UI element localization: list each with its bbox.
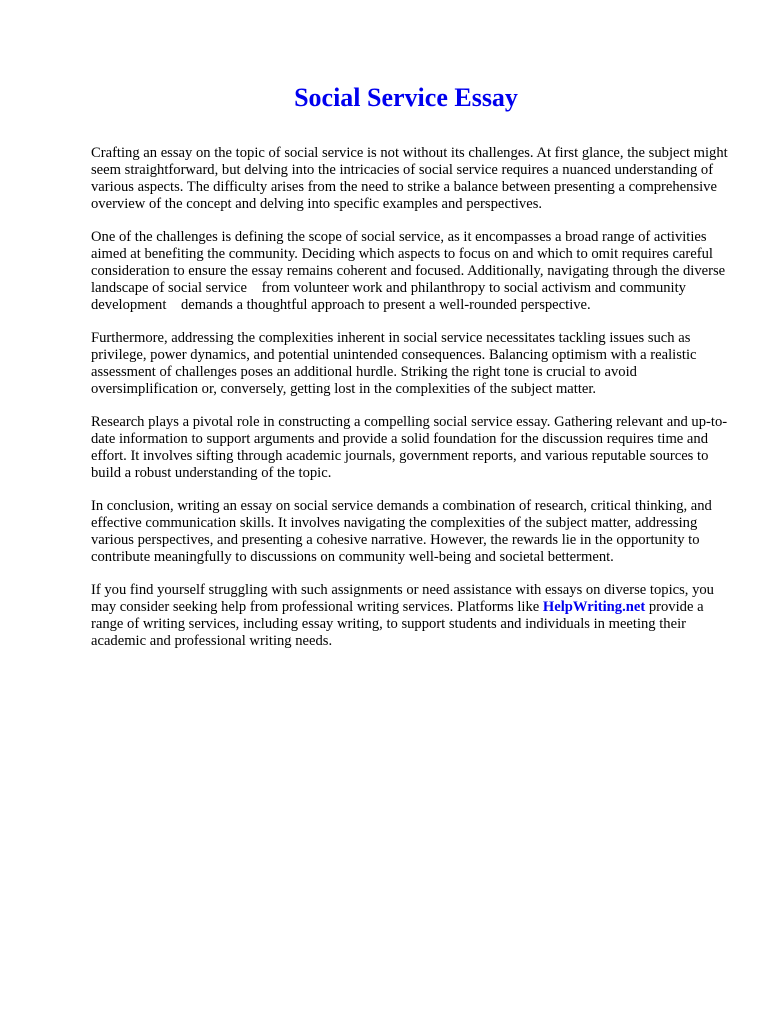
paragraph-6-before-link: If you find yourself struggling with such assignments or need assistance with essays on diverse topics, you may consider seeking help from professional writing services. Platforms like [91,582,714,615]
paragraph-2: One of the challenges is defining the scope of social service, as it encompasses a broad range of activities aimed at benefiting the community. Deciding which aspects to focus on and which to omit requires careful consideration to ensure the essay remains coherent and focused. Additionally, navigating through the diverse landscape of social service from volunteer work and philanthropy to social activism and community development demands a thoughtful approach to present a well-rounded perspective. [91,229,729,313]
paragraph-3: Furthermore, addressing the complexities inherent in social service necessitates tackling issues such as privilege, power dynamics, and potential unintended consequences. Balancing optimism with a realistic assessment of challenges poses an additional hurdle. Striking the right tone is crucial to avoid oversimplification or, conversely, getting lost in the complexities of the subject matter. [91,330,697,397]
paragraph-5: In conclusion, writing an essay on social service demands a combination of research, critical thinking, and effective communication skills. It involves navigating the complexities of the subject matter, addressing various perspectives, and presenting a cohesive narrative. However, the rewards lie in the opportunity to contribute meaningfully to discussions on community well-being and societal betterment. [91,498,712,565]
page-title: Social Service Essay [294,83,518,112]
paragraph-4: Research plays a pivotal role in constructing a compelling social service essay. Gathering relevant and up-to-date information to support arguments and provide a solid foundation for the discussion requires time and effort. It involves sifting through academic journals, government reports, and various reputable sources to build a robust understanding of the topic. [91,414,728,481]
paragraph-1: Crafting an essay on the topic of social service is not without its challenges. At first glance, the subject might seem straightforward, but delving into the intricacies of social service requires a nuanced understanding of various aspects. The difficulty arises from the need to strike a balance between presenting a comprehensive overview of the concept and delving into specific examples and perspectives. [91,145,728,212]
paragraph-6-after-link: provide a range of writing services, including essay writing, to support students and individuals in meeting their academic and professional writing needs. [91,599,704,649]
paragraph-6 [91,582,731,650]
helpwriting-link[interactable]: HelpWriting.net [542,599,646,615]
essay-body [91,145,731,666]
